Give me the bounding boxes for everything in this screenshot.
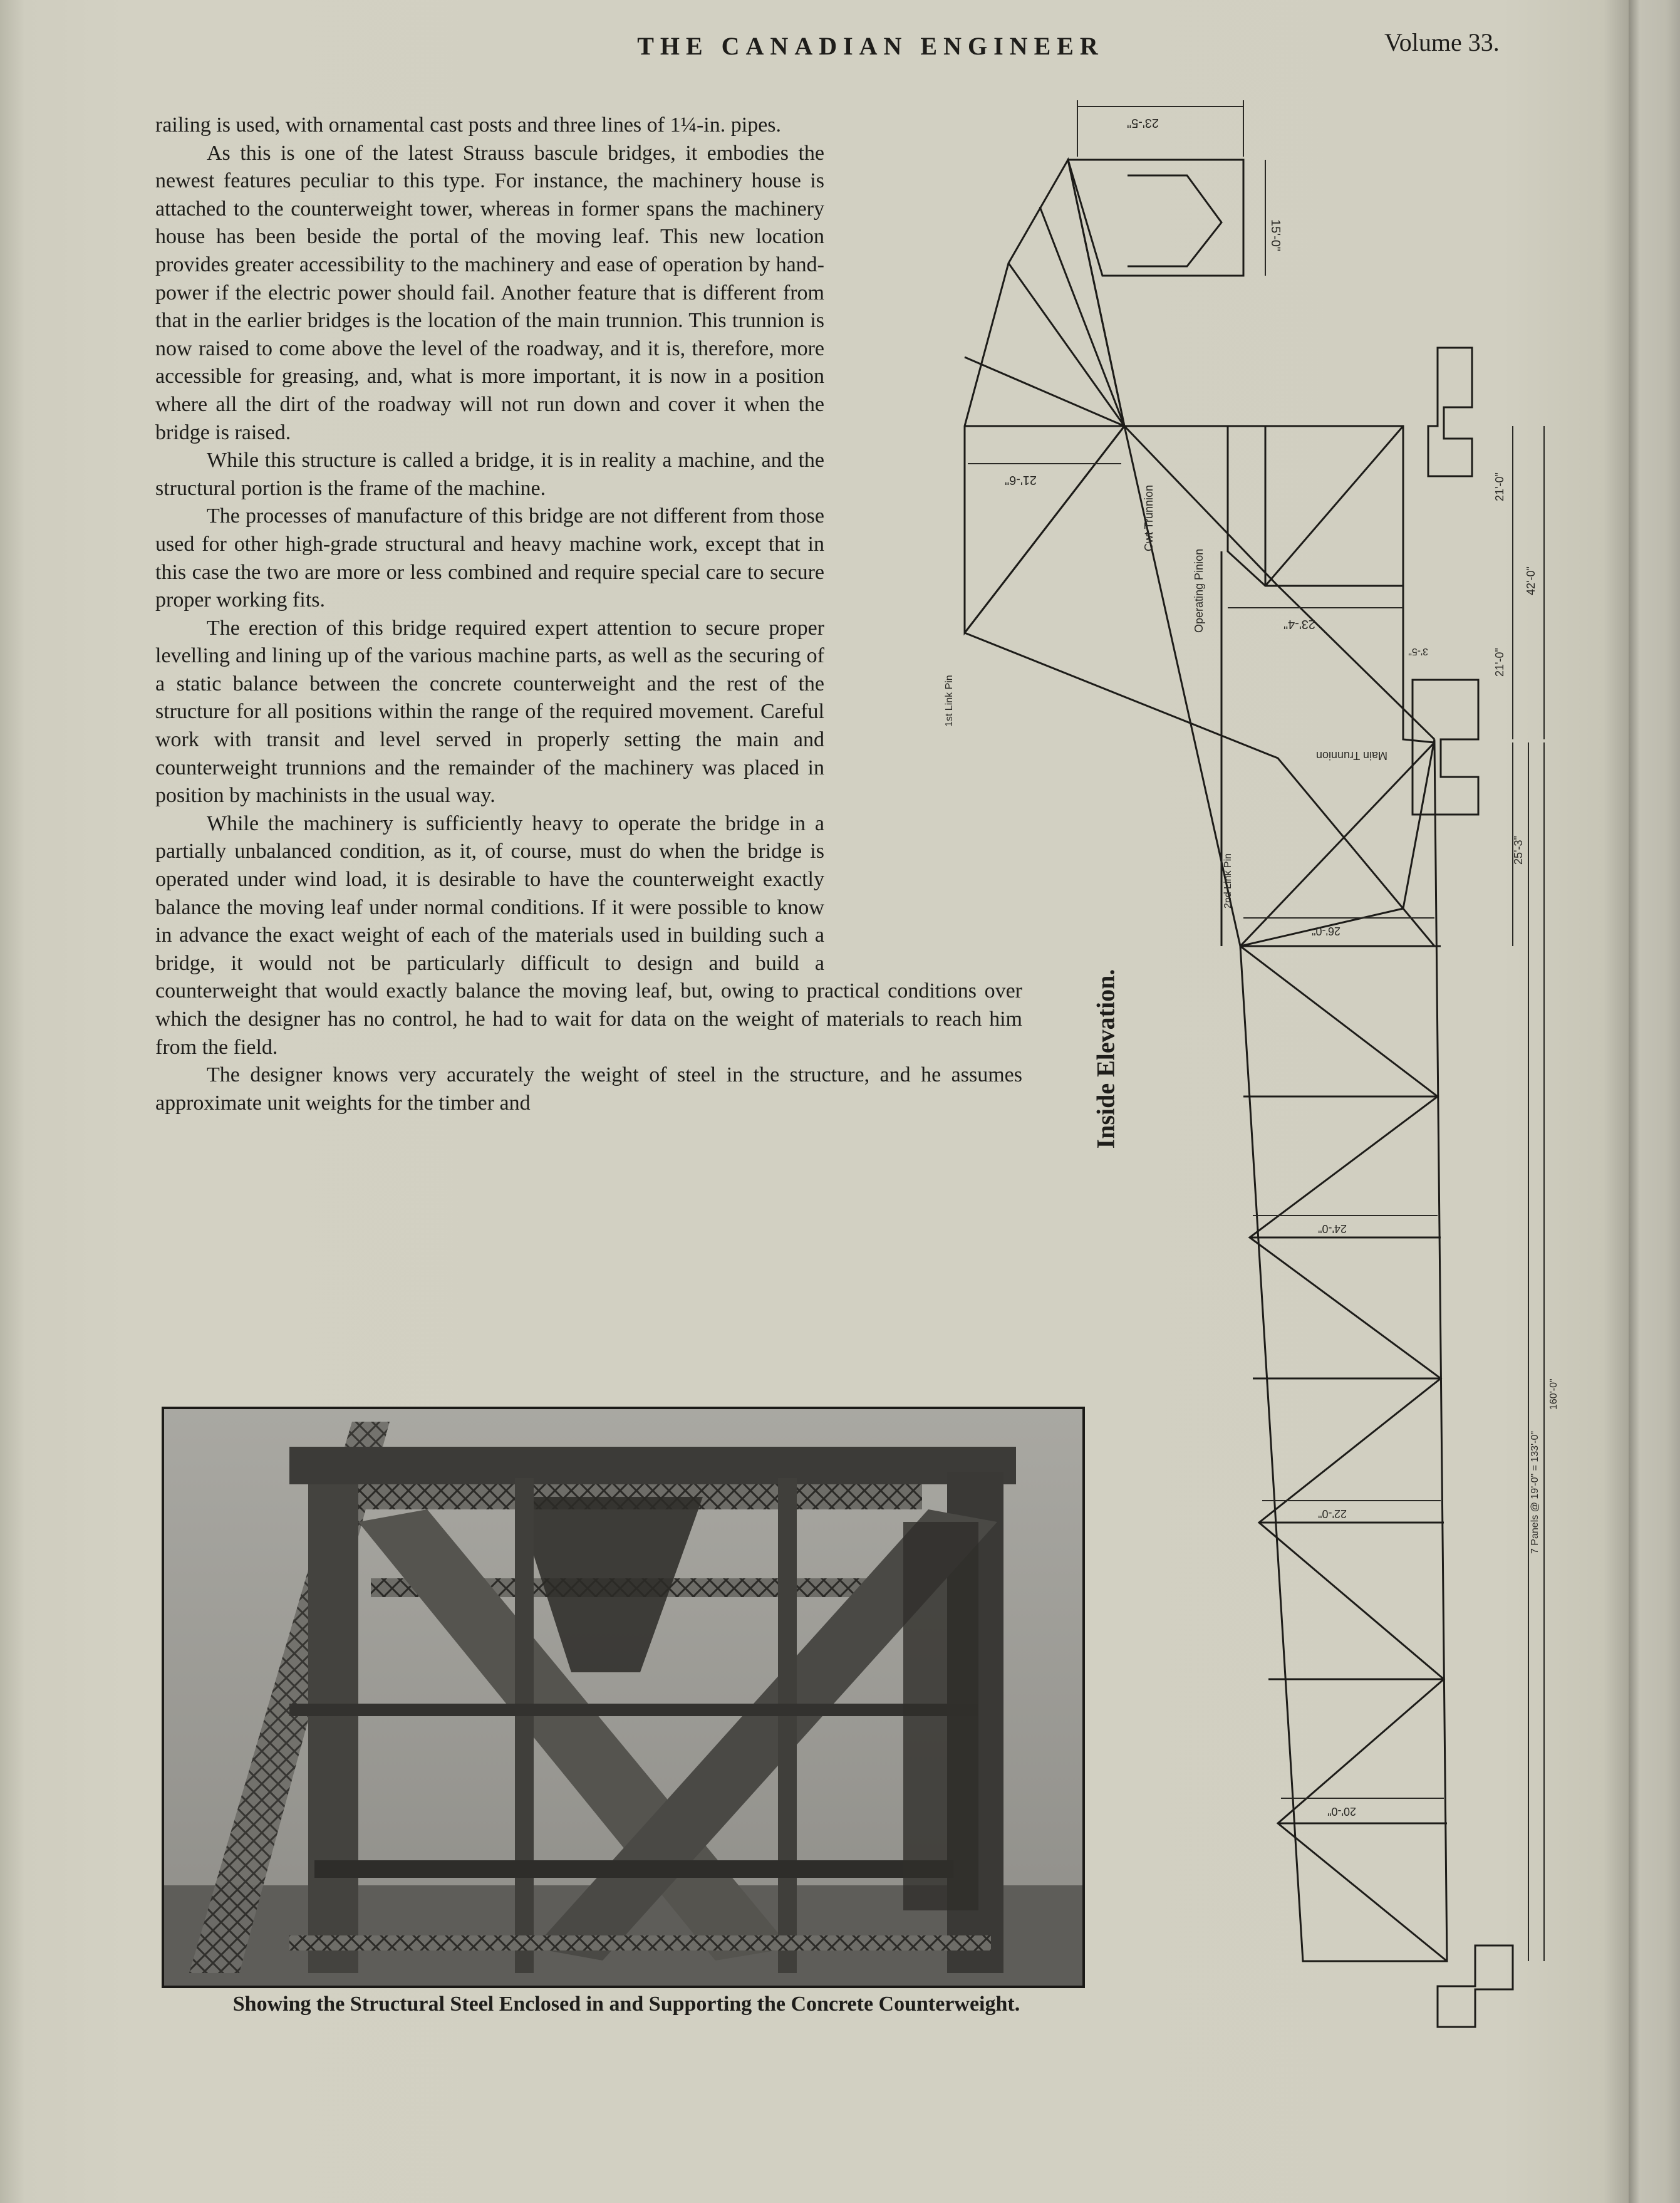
photo-caption: Showing the Structural Steel Enclosed in and Supporting the Concrete Counterweight. xyxy=(232,1992,1020,2016)
label-panel-1: 26'-0" xyxy=(1312,925,1340,937)
bridge-elevation-diagram xyxy=(940,94,1579,2074)
label-panel-2: 24'-0" xyxy=(1318,1222,1347,1235)
bottom-support xyxy=(1438,1945,1513,2027)
upper-support xyxy=(1428,348,1472,476)
label-panel-3: 22'-0" xyxy=(1318,1508,1347,1520)
label-main-trunnion: Main Trunnion xyxy=(1315,749,1387,762)
paragraph-3: While this structure is called a bridge, it is in reality a machine, and the structural portion is the frame of the machine. xyxy=(155,449,824,500)
label-second-link-pin: 2nd Link Pin xyxy=(1223,853,1233,909)
main-diagonal xyxy=(1124,426,1434,739)
tower-post xyxy=(1403,426,1434,742)
label-operating-pinion: Operating Pinion xyxy=(1193,548,1205,633)
label-panel-mid: 23'-4" xyxy=(1283,617,1315,631)
label-small-dim: 3'-5" xyxy=(1408,646,1428,657)
lower-chord xyxy=(965,633,1434,946)
leaf-verticals xyxy=(1240,946,1447,1823)
label-top-width: 23'-5" xyxy=(1127,116,1159,130)
label-dim-25-3: 25'-3" xyxy=(1512,836,1525,865)
paragraph-5: The erection of this bridge required expert attention to secure proper levelling and lining up of the various machine parts, as well as the securing of a static balance between the concrete counterweight and the rest of the structure for all positions within the range of the required movement. Careful work with transit and level served in properly setting the main and counterweight trunnions and the remainder of the machinery was placed in position by machinists in the usual way. xyxy=(155,616,824,808)
article-body xyxy=(155,112,1022,1117)
book-gutter xyxy=(1629,0,1680,2203)
paragraph-7: The designer knows very accurately the weight of steel in the structure, and he assumes approximate unit weights for the timber and xyxy=(155,1063,1022,1115)
label-cwt-trunnion: Cwt Trunnion xyxy=(1143,484,1155,551)
counterweight-inner xyxy=(1128,175,1221,266)
paragraph-4: The processes of manufacture of this bridge are not different from those used for other high-grade structural and heavy machine work, except that in this case the two are more or less combined and require special care to secure proper working fits. xyxy=(155,504,824,612)
label-top-height: 15'-0" xyxy=(1268,219,1282,251)
label-panel-4: 20'-0" xyxy=(1327,1805,1356,1818)
label-left-panel: 21'-6" xyxy=(1005,473,1037,487)
paragraph-1: railing is used, with ornamental cast posts and three lines of 1¼-in. pipes. xyxy=(155,113,782,137)
paragraph-6: While the machinery is sufficiently heavy to operate the bridge in a partially unbalanced condition, as it, of course, must do when the bridge is operated under wind load, it is desirable to have the counterweight exactly balance the moving leaf under normal conditions. If it were possible to know in advance the exact weight of each of the materials used in building such a bridge, it would not be particularly difficult to design and build a counterweight that would exactly balance the moving leaf, but, owing to practical conditions over which the designer has no control, he had to wait for data on the weight of materials to reach him from the field. xyxy=(155,811,1022,1059)
label-panels-note: 7 Panels @ 19'-0" = 133'-0" xyxy=(1530,1430,1540,1554)
leaf-horizontals xyxy=(1243,1096,1444,1679)
journal-title: THE CANADIAN ENGINEER xyxy=(637,32,1104,60)
right-dims-lower xyxy=(1513,742,1544,1961)
label-first-link-pin: 1st Link Pin xyxy=(944,675,955,727)
truss-drawing xyxy=(940,94,1579,2074)
label-total-length: 160'-0" xyxy=(1548,1378,1559,1410)
tower-outline xyxy=(965,160,1124,633)
trunnion-support xyxy=(1413,680,1478,815)
label-dim-21-b: 21'-0" xyxy=(1493,648,1506,677)
top-dim-line xyxy=(1077,100,1243,157)
volume-label: Volume 33. xyxy=(1384,28,1500,56)
label-dim-42: 42'-0" xyxy=(1525,566,1537,595)
diagram-title-text: Inside Elevation. xyxy=(1091,969,1120,1149)
label-dim-21-a: 21'-0" xyxy=(1493,472,1506,501)
paragraph-2: As this is one of the latest Strauss bascule bridges, it embodies the newest features peculiar to this type. For instance, the machinery house is attached to the counterweight tower, whereas in former spans the machinery house has been beside the portal of the moving leaf. This new location provides greater accessibility to the machinery and ease of operation by hand-power if the electric power should fail. Another feature that is different from that in the earlier bridges is the location of the main trunnion. This trunnion is now raised to come above the level of the roadway, and it is, therefore, more accessible for greasing, and, what is more important, it is now in a position where all the dirt of the roadway will not run down and cover it when the bridge is raised. xyxy=(155,141,824,444)
